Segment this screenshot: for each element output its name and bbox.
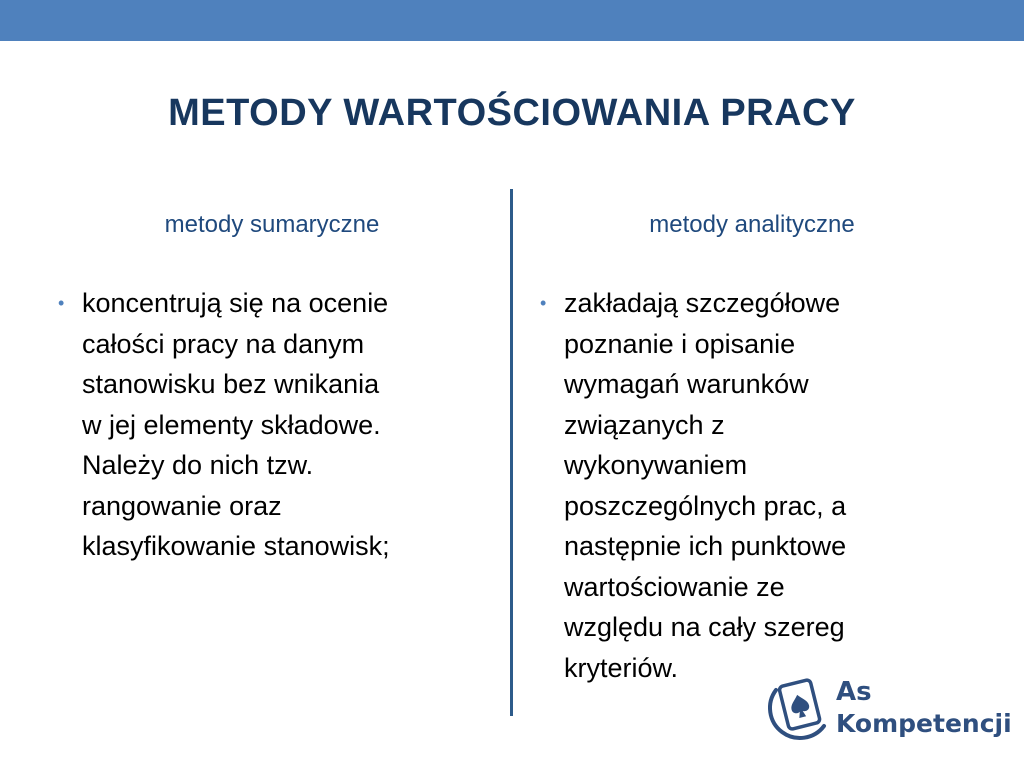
text-line: Należy do nich tzw. <box>82 450 314 480</box>
top-accent-bar <box>0 0 1024 41</box>
logo-line-2: Kompetencji <box>836 709 1012 738</box>
text-line: wymagań warunków <box>564 369 809 399</box>
text-line: związanych z <box>564 409 725 440</box>
column-heading-summary: metody sumaryczne <box>164 211 380 238</box>
bullet-analytic <box>540 283 940 688</box>
bullet-text <box>564 283 940 688</box>
text-line: całości pracy na danym <box>82 328 365 359</box>
logo <box>766 668 1012 746</box>
text-line: stanowisku bez wnikania <box>82 369 380 399</box>
card-spade-logo-icon <box>766 668 834 746</box>
text-line: wartościowanie ze <box>564 571 785 602</box>
text-line: poszczególnych prac, a <box>564 490 847 521</box>
logo-text <box>836 676 1012 740</box>
text-line: kryteriów. <box>564 652 679 683</box>
bullet-text <box>82 283 488 567</box>
bullet-summary <box>58 283 488 567</box>
text-line: klasyfikowanie stanowisk; <box>82 531 390 561</box>
logo-line-1: As <box>836 677 872 707</box>
text-line: wykonywaniem <box>564 450 748 480</box>
bullet-dot-icon: • <box>540 293 547 313</box>
text-line: następnie ich punktowe <box>564 531 847 561</box>
text-line: poznanie i opisanie <box>564 328 796 359</box>
text-line: w jej elementy składowe. <box>82 409 381 440</box>
text-line: względu na cały szereg <box>564 612 845 642</box>
text-line: zakładają szczegółowe <box>564 288 841 318</box>
bullet-dot-icon: • <box>58 293 65 313</box>
column-divider <box>510 189 513 716</box>
slide-title: METODY WARTOŚCIOWANIA PRACY <box>168 92 856 134</box>
text-line: koncentrują się na ocenie <box>82 288 389 318</box>
text-line: rangowanie oraz <box>82 490 282 521</box>
column-heading-analytic: metody analityczne <box>649 211 855 238</box>
